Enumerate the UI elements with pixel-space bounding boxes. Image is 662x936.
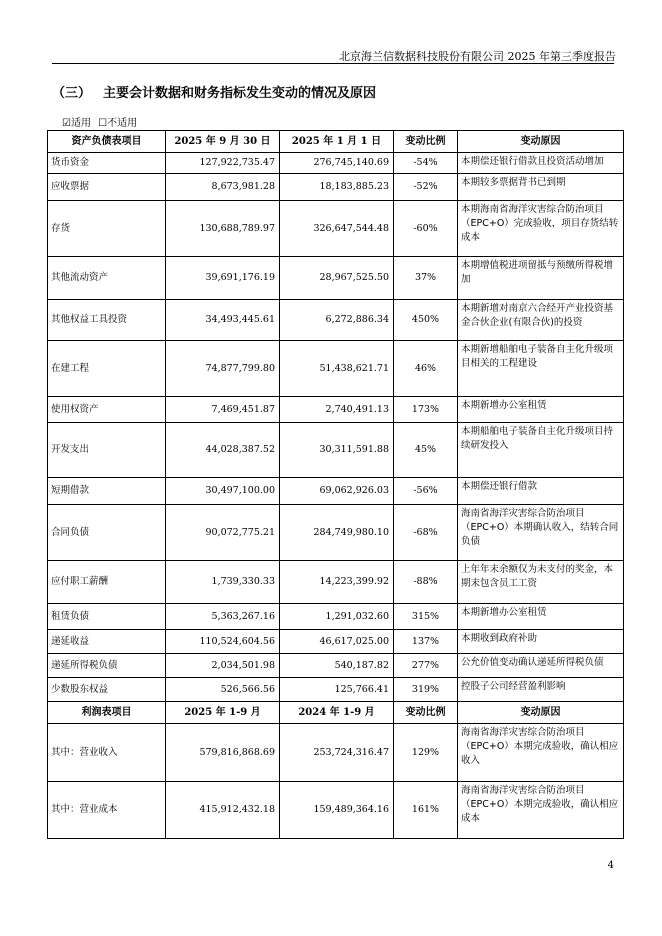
prior-value: 284,749,980.10 [280,505,394,561]
item-name: 在建工程 [48,341,166,397]
balance-column-header: 2025 年 1 月 1 日 [280,131,394,153]
item-name: 合同负债 [48,505,166,561]
section-heading [52,82,388,101]
change-reason: 海南省海洋灾害综合防治项目（EPC+O）本期完成验收，确认相应成本 [458,782,624,839]
table-row [48,630,624,654]
prior-value: 18,183,885.23 [280,174,394,201]
change-ratio: -88% [394,561,458,604]
item-name: 递延所得税负债 [48,654,166,678]
table-row [48,782,624,839]
prior-value: 6,272,886.34 [280,300,394,341]
prior-value: 326,647,544.48 [280,201,394,257]
change-reason: 本期增值税进项留抵与预缴所得税增加 [458,257,624,300]
balance-column-header: 2025 年 9 月 30 日 [166,131,280,153]
balance-column-header: 资产负债表项目 [48,131,166,153]
prior-value: 28,967,525.50 [280,257,394,300]
prior-value: 30,311,591.88 [280,423,394,478]
current-value: 74,877,799.80 [166,341,280,397]
item-name: 短期借款 [48,478,166,505]
change-reason: 本期新增船舶电子装备自主化升级项目相关的工程建设 [458,341,624,397]
income-column-header: 变动比例 [394,702,458,724]
current-value: 1,739,330.33 [166,561,280,604]
item-name: 少数股东权益 [48,678,166,702]
current-value: 127,922,735.47 [166,153,280,174]
table-row [48,505,624,561]
current-value: 2,034,501.98 [166,654,280,678]
prior-value: 51,438,621.71 [280,341,394,397]
current-value: 44,028,387.52 [166,423,280,478]
change-reason: 本期偿还银行借款 [458,478,624,505]
item-name: 应付职工薪酬 [48,561,166,604]
balance-column-header: 变动比例 [394,131,458,153]
change-reason: 海南省海洋灾害综合防治项目（EPC+O）本期确认收入，结转合同负债 [458,505,624,561]
prior-value: 1,291,032.60 [280,604,394,630]
income-column-header: 利润表项目 [48,702,166,724]
current-value: 8,673,981.28 [166,174,280,201]
prior-value: 276,745,140.69 [280,153,394,174]
table-row [48,397,624,423]
table-row [48,153,624,174]
current-value: 579,816,868.69 [166,724,280,782]
current-value: 5,363,267.16 [166,604,280,630]
table-row [48,654,624,678]
table-row [48,423,624,478]
applicability-options [62,114,141,129]
table-row [48,478,624,505]
table-row [48,561,624,604]
income-column-header: 2024 年 1-9 月 [280,702,394,724]
prior-value: 2,740,491.13 [280,397,394,423]
prior-value: 159,489,364.16 [280,782,394,839]
change-ratio: -52% [394,174,458,201]
item-name: 使用权资产 [48,397,166,423]
income-column-header: 变动原因 [458,702,624,724]
change-reason: 本期船舶电子装备自主化升级项目持续研发投入 [458,423,624,478]
applicable-checkbox[interactable]: ☑适用 [62,118,91,129]
change-reason: 海南省海洋灾害综合防治项目（EPC+O）本期完成验收，确认相应收入 [458,724,624,782]
current-value: 90,072,775.21 [166,505,280,561]
change-reason: 本期新增办公室租赁 [458,397,624,423]
table-row [48,341,624,397]
change-reason: 公允价值变动确认递延所得税负债 [458,654,624,678]
table-row [48,300,624,341]
change-ratio: 161% [394,782,458,839]
item-name: 其他流动资产 [48,257,166,300]
change-ratio: -56% [394,478,458,505]
prior-value: 14,223,399.92 [280,561,394,604]
table-row [48,257,624,300]
item-name: 货币资金 [48,153,166,174]
table-row [48,724,624,782]
page-number: 4 [607,860,614,871]
financial-changes-table [47,130,624,839]
prior-value: 540,187.82 [280,654,394,678]
prior-value: 125,766.41 [280,678,394,702]
change-ratio: 46% [394,341,458,397]
section-title: 主要会计数据和财务指标发生变动的情况及原因 [103,86,377,101]
not-applicable-checkbox[interactable]: ☐不适用 [98,118,138,129]
current-value: 34,493,445.61 [166,300,280,341]
change-reason: 本期偿还银行借款且投资活动增加 [458,153,624,174]
table-row [48,174,624,201]
current-value: 110,524,604.56 [166,630,280,654]
income-column-header: 2025 年 1-9 月 [166,702,280,724]
change-ratio: -68% [394,505,458,561]
change-ratio: 319% [394,678,458,702]
prior-value: 46,617,025.00 [280,630,394,654]
current-value: 415,912,432.18 [166,782,280,839]
report-header: 北京海兰信数据科技股份有限公司 2025 年第三季度报告 [339,50,616,63]
change-ratio: -60% [394,201,458,257]
change-ratio: 129% [394,724,458,782]
table-row [48,604,624,630]
change-reason: 本期较多票据背书已到期 [458,174,624,201]
change-ratio: -54% [394,153,458,174]
change-ratio: 137% [394,630,458,654]
table-row [48,678,624,702]
change-reason: 本期海南省海洋灾害综合防治项目（EPC+O）完成验收，项目存货结转成本 [458,201,624,257]
current-value: 39,691,176.19 [166,257,280,300]
change-reason: 本期收到政府补助 [458,630,624,654]
change-ratio: 173% [394,397,458,423]
prior-value: 69,062,926.03 [280,478,394,505]
current-value: 7,469,451.87 [166,397,280,423]
change-ratio: 277% [394,654,458,678]
item-name: 存货 [48,201,166,257]
section-number: （三） [52,86,92,101]
change-reason: 控股子公司经营盈利影响 [458,678,624,702]
balance-header-row [48,131,624,153]
balance-column-header: 变动原因 [458,131,624,153]
change-ratio: 37% [394,257,458,300]
item-name: 其他权益工具投资 [48,300,166,341]
item-name: 开发支出 [48,423,166,478]
change-reason: 本期新增对南京六合经开产业投资基金合伙企业(有限合伙)的投资 [458,300,624,341]
prior-value: 253,724,316.47 [280,724,394,782]
change-ratio: 45% [394,423,458,478]
change-reason: 上年年末余额仅为未支付的奖金，本期末包含员工工资 [458,561,624,604]
item-name: 递延收益 [48,630,166,654]
current-value: 30,497,100.00 [166,478,280,505]
table-row [48,201,624,257]
item-name: 其中：营业收入 [48,724,166,782]
item-name: 租赁负债 [48,604,166,630]
income-header-row [48,702,624,724]
change-ratio: 315% [394,604,458,630]
header-rule [52,63,614,64]
current-value: 130,688,789.97 [166,201,280,257]
item-name: 应收票据 [48,174,166,201]
current-value: 526,566.56 [166,678,280,702]
change-ratio: 450% [394,300,458,341]
change-reason: 本期新增办公室租赁 [458,604,624,630]
item-name: 其中：营业成本 [48,782,166,839]
